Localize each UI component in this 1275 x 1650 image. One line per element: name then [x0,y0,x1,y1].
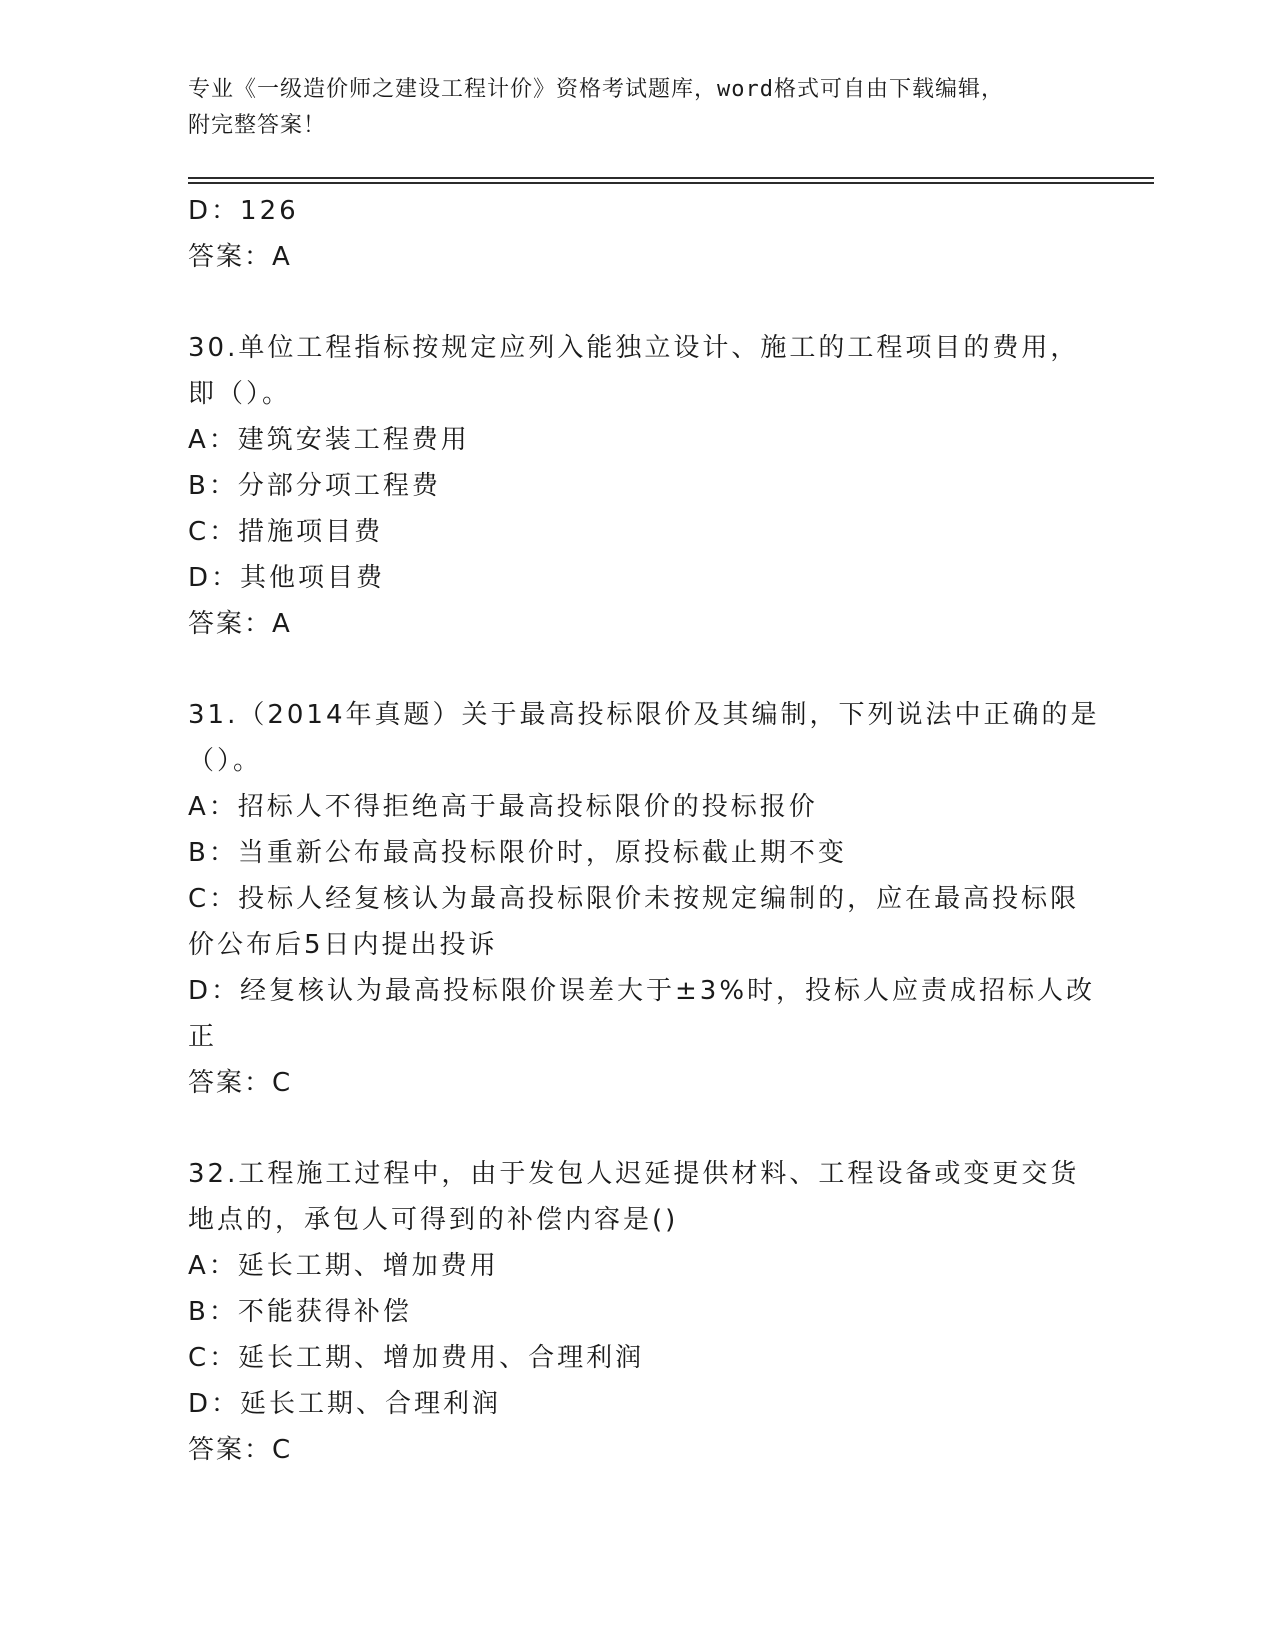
option-d: D：延长工期、合理利润 [188,1389,502,1419]
option-d-cont: 正 [188,1022,218,1052]
option-d: D：其他项目费 [188,563,386,593]
option-c: C：投标人经复核认为最高投标限价未按规定编制的，应在最高投标限 [188,884,1080,914]
question-32 [188,1151,1088,1473]
option-c-cont: 价公布后5日内提出投诉 [188,930,498,960]
option-d: D：126 [188,196,299,226]
header-divider-top [188,177,1154,179]
option-b: B：当重新公布最高投标限价时，原投标截止期不变 [188,838,847,868]
spacer [188,647,1088,692]
question-stem: 31.（2014年真题）关于最高投标限价及其编制，下列说法中正确的是 [188,700,1100,730]
answer-line: 答案：A [188,242,292,272]
answer-line: 答案：C [188,1435,293,1465]
option-c: C：措施项目费 [188,517,384,547]
option-b: B：分部分项工程费 [188,471,441,501]
option-c: C：延长工期、增加费用、合理利润 [188,1343,645,1373]
option-a: A：延长工期、增加费用 [188,1251,499,1281]
question-list [188,188,1100,1473]
option-b: B：不能获得补偿 [188,1297,412,1327]
question-stem-cont: 即（）。 [188,379,292,409]
spacer [188,280,1088,325]
answer-line: 答案：C [188,1068,293,1098]
option-a: A：招标人不得拒绝高于最高投标限价的投标报价 [188,792,818,822]
question-stem: 30.单位工程指标按规定应列入能独立设计、施工的工程项目的费用， [188,333,1080,363]
question-29-tail [188,188,1088,280]
option-a: A：建筑安装工程费用 [188,425,470,455]
header-line-2: 附完整答案！ [188,113,327,138]
question-stem-cont: 地点的，承包人可得到的补偿内容是() [188,1205,679,1235]
option-d: D：经复核认为最高投标限价误差大于±3%时，投标人应责成招标人改 [188,976,1096,1006]
question-stem-cont: （）。 [188,746,263,776]
question-31 [188,692,1100,1106]
question-stem: 32.工程施工过程中，由于发包人迟延提供材料、工程设备或变更交货 [188,1159,1080,1189]
header-line-1: 专业《一级造价师之建设工程计价》资格考试题库，word格式可自由下载编辑， [188,77,1004,102]
question-30 [188,325,1088,647]
spacer [188,1106,1088,1151]
answer-line: 答案：A [188,609,292,639]
header-divider-bottom [188,182,1154,184]
page-header [188,72,1088,144]
